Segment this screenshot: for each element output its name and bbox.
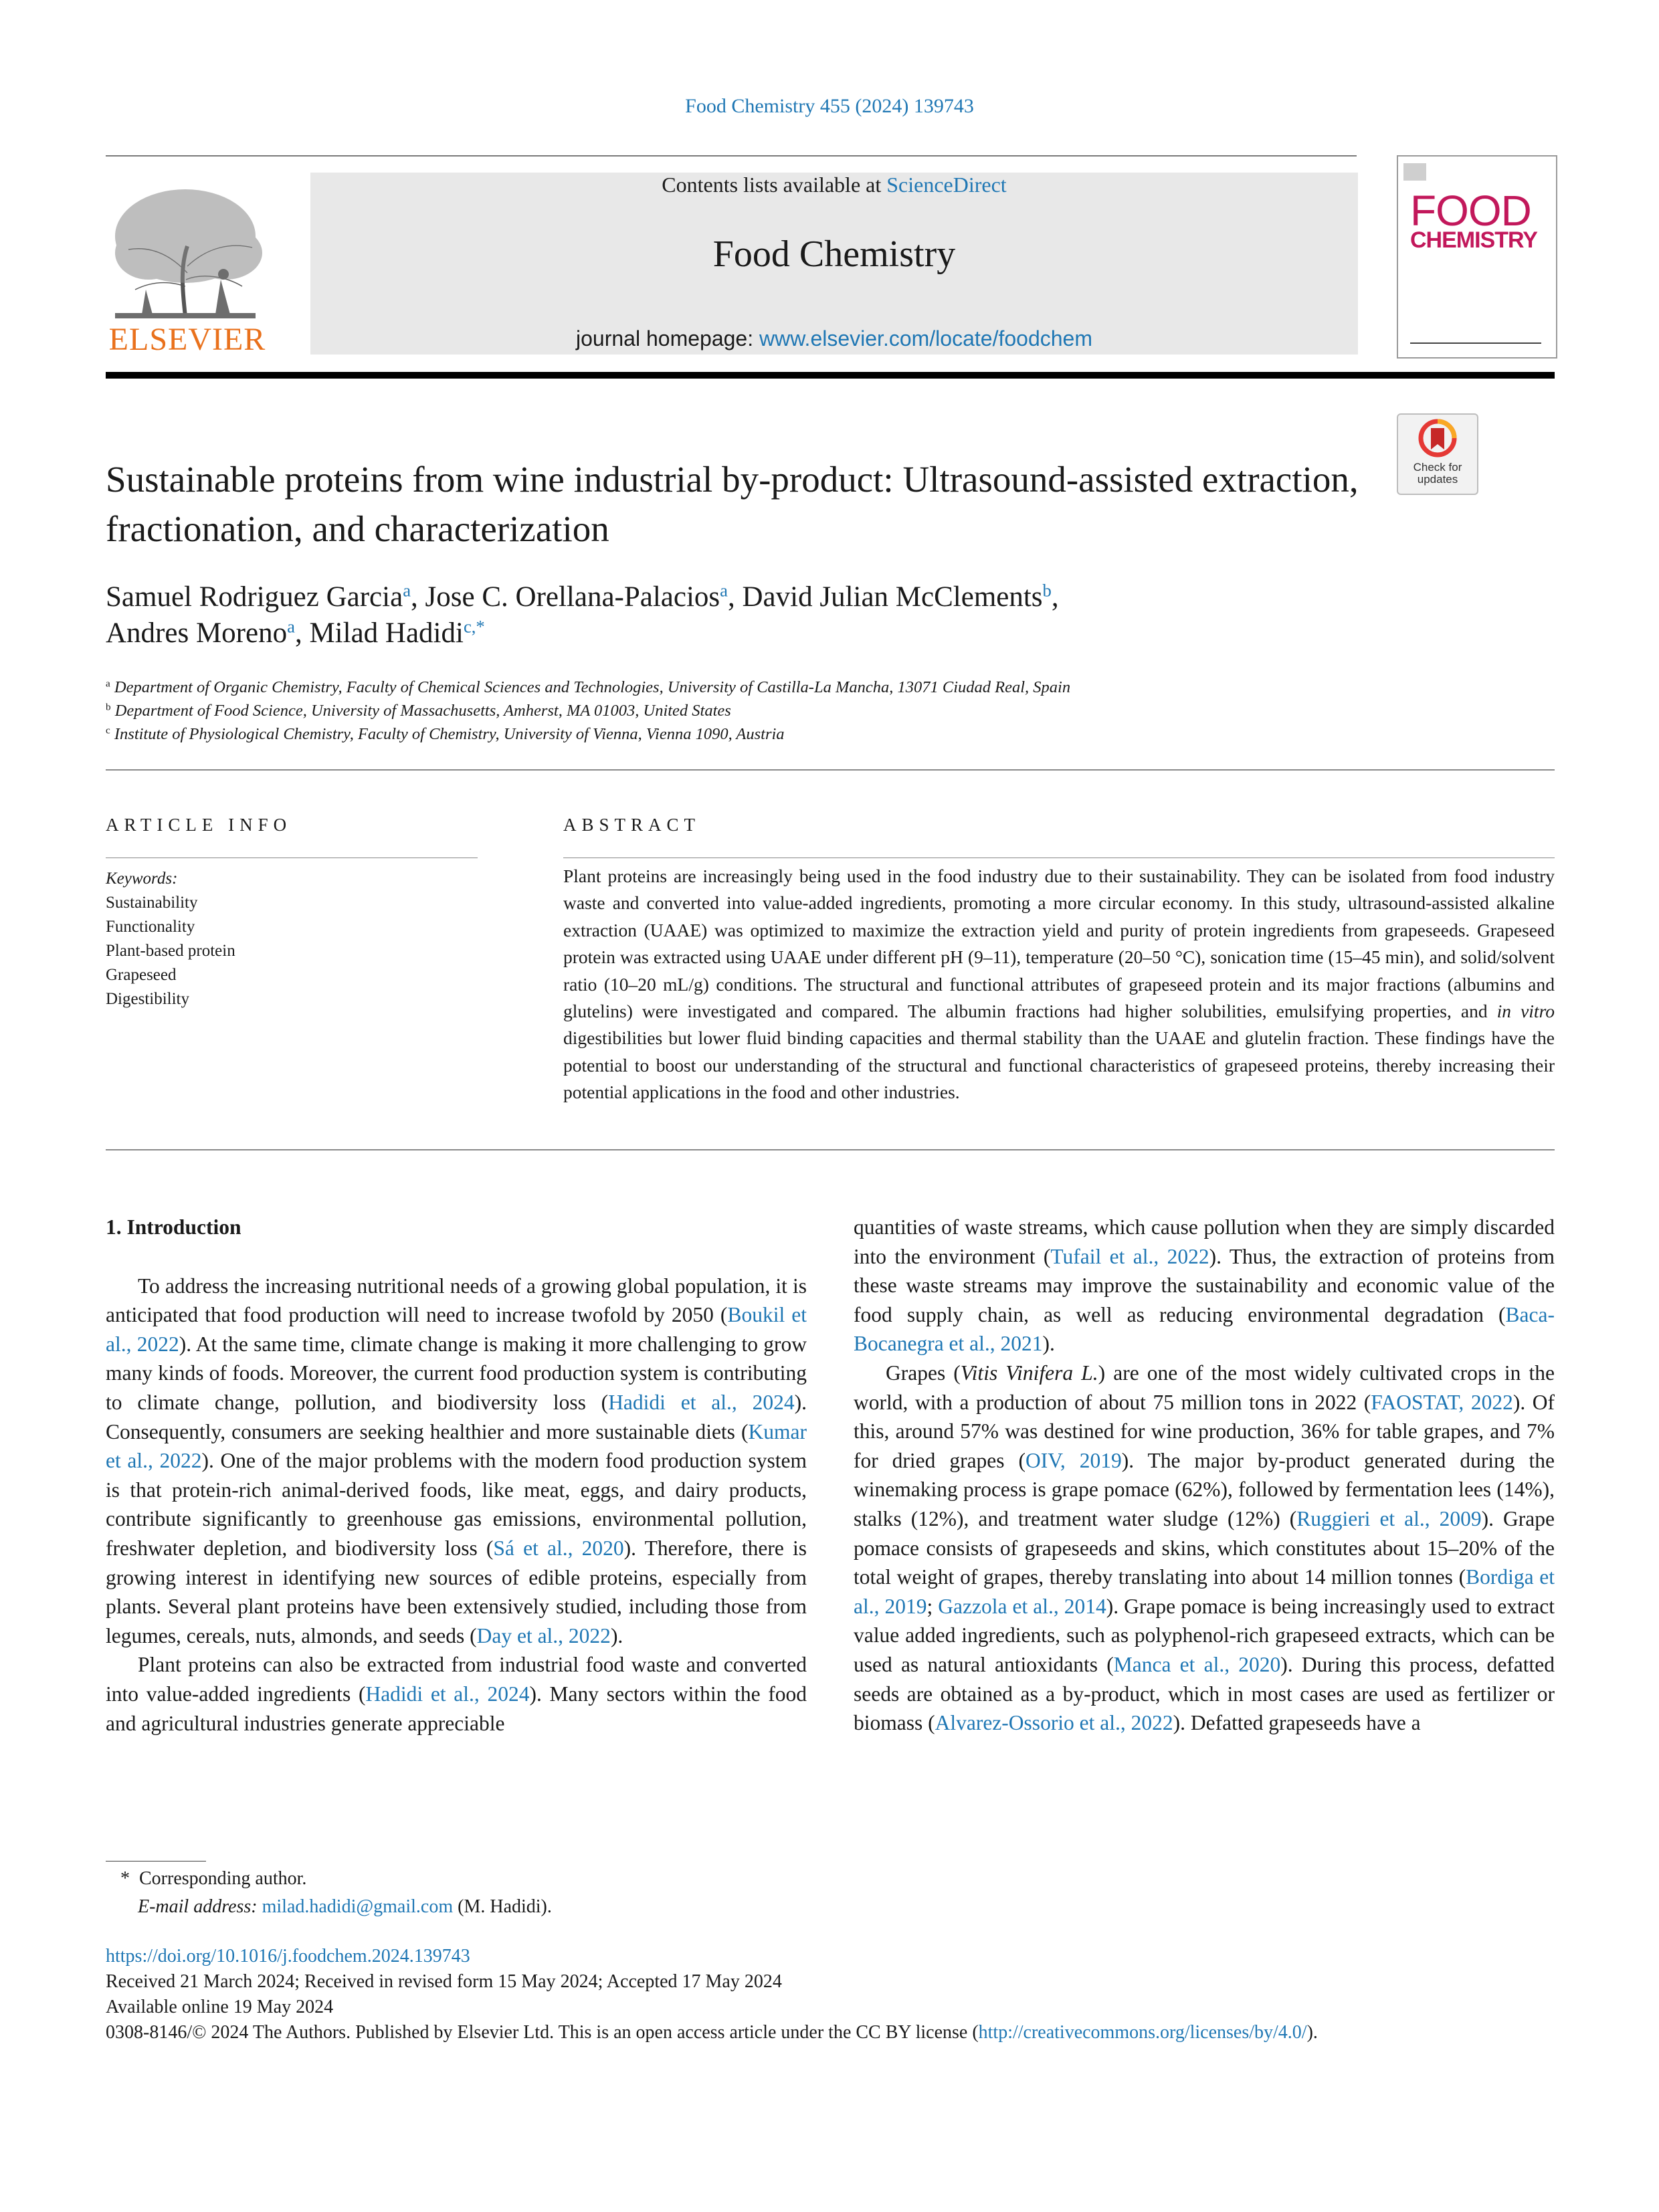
cover-bottom-rule bbox=[1410, 342, 1541, 344]
body-paragraph: quantities of waste streams, which cause pollution when they are simply discarded into the environment (Tufail et al., 2022). Thus, the extraction of proteins from these waste streams may improve the sustainability and economic value of the food supply chain, as well as reducing environmental degradation (Baca-Bocanegra et al., 2021). bbox=[854, 1215, 1555, 1356]
citation-link[interactable]: OIV, 2019 bbox=[1025, 1448, 1122, 1472]
body-paragraph: Plant proteins can also be extracted from industrial food waste and converted into value-added ingredients (Hadidi et al., 2024). Many sectors within the food and agricultural industries generate appreciable bbox=[106, 1653, 807, 1735]
affiliation-item: $^c$ Institute of Physiological Chemistry, Faculty of Chemistry, University of Vienna, Vienna 1090, Austria bbox=[106, 724, 785, 743]
author-affiliation-sup[interactable]: a bbox=[287, 616, 295, 637]
received-dates: Received 21 March 2024; Received in revised form 15 May 2024; Accepted 17 May 2024 bbox=[106, 1971, 782, 1992]
author-affiliation-sup[interactable]: a bbox=[403, 580, 411, 601]
article-title: Sustainable proteins from wine industrial by-product: Ultrasound-assisted extraction, fractionation, and characterization bbox=[106, 459, 1359, 549]
author-name[interactable]: Jose C. Orellana-Palacios bbox=[425, 581, 720, 613]
body-left-column bbox=[106, 1213, 807, 1738]
publication-info bbox=[106, 1944, 1564, 2045]
elsevier-wordmark: ELSEVIER bbox=[108, 322, 266, 357]
corresponding-author-footnote: * Corresponding author. E-mail address: milad.hadidi@gmail.com (M. Hadidi). bbox=[120, 1868, 552, 1917]
sciencedirect-link[interactable]: ScienceDirect bbox=[886, 173, 1007, 197]
author-affiliation-sup[interactable]: a bbox=[720, 580, 728, 601]
article-info-heading: ARTICLE INFO bbox=[106, 815, 292, 835]
abstract-bottom-divider bbox=[106, 1149, 1555, 1150]
homepage-link[interactable]: www.elsevier.com/locate/foodchem bbox=[759, 326, 1092, 350]
affiliation-item: $^b$ Department of Food Science, University of Massachusetts, Amherst, MA 01003, United States bbox=[106, 701, 731, 720]
keyword-item: Grapeseed bbox=[106, 966, 177, 984]
cover-title-food: FOOD bbox=[1410, 187, 1531, 235]
author-affiliation-sup[interactable]: c,* bbox=[463, 616, 485, 637]
body-right-column bbox=[854, 1213, 1555, 1738]
citation-link[interactable]: FAOSTAT, 2022 bbox=[1371, 1390, 1513, 1414]
citation-link[interactable]: Kumar et al., 2022 bbox=[106, 1419, 807, 1473]
citation-link[interactable]: Hadidi et al., 2024 bbox=[608, 1390, 795, 1414]
section-heading-introduction: 1. Introduction bbox=[106, 1215, 241, 1239]
citation-link[interactable]: Ruggieri et al., 2009 bbox=[1296, 1506, 1482, 1530]
citation-link[interactable]: Bordiga et al., 2019 bbox=[854, 1565, 1555, 1618]
keyword-item: Plant-based protein bbox=[106, 942, 235, 960]
affiliation-list bbox=[106, 676, 1510, 746]
keywords-block bbox=[106, 867, 480, 1011]
top-divider bbox=[106, 155, 1357, 157]
citation-link[interactable]: Hadidi et al., 2024 bbox=[365, 1682, 530, 1706]
check-updates-label: Check for updates bbox=[1413, 461, 1462, 486]
citation-link[interactable]: Gazzola et al., 2014 bbox=[938, 1594, 1106, 1618]
check-updates-icon bbox=[1418, 419, 1457, 460]
cover-elsevier-mark bbox=[1403, 163, 1426, 181]
journal-homepage-line: journal homepage: www.elsevier.com/locate/foodchem bbox=[576, 326, 1092, 350]
footnote-divider bbox=[106, 1861, 206, 1862]
body-paragraph: Grapes (Vitis Vinifera L.) are one of the most widely cultivated crops in the world, with a production of about 75 million tons in 2022 (FAOSTAT, 2022). Of this, around 57% was destined for wine production, 36% for table grapes, and 7% for dried grapes (OIV, 2019). The major by-product generated during the winemaking process is grape pomace (62%), followed by fermentation lees (14%), stalks (12%), and treatment water sludge (12%) (Ruggieri et al., 2009). Grape pomace consists of grapeseeds and skins, which constitutes about 15–20% of the total weight of grapes, thereby translating into about 14 million tonnes (Bordiga et al., 2019; Gazzola et al., 2014). Grape pomace is being increasingly used to extract value added ingredients, such as polyphenol-rich grapeseed extracts, which can be used as natural antioxidants (Manca et al., 2020). During this process, defatted seeds are obtained as a by-product, which in most cases are used as fertilizer or biomass (Alvarez-Ossorio et al., 2022). Defatted grapeseeds have a bbox=[854, 1361, 1555, 1735]
author-name[interactable]: Samuel Rodriguez Garcia bbox=[106, 581, 403, 613]
keywords-label: Keywords: bbox=[106, 870, 178, 888]
abstract-heading: ABSTRACT bbox=[563, 815, 701, 835]
journal-title: Food Chemistry bbox=[712, 233, 956, 275]
journal-reference-link[interactable]: Food Chemistry 455 (2024) 139743 bbox=[685, 95, 974, 117]
abstract-text: Plant proteins are increasingly being used in the food industry due to their sustainability. They can be isolated from food industry waste and converted into value-added ingredients, promoting a more circular economy. In this study, ultrasound-assisted alkaline extraction (UAAE) was optimized to maximize the extraction yield and purity of protein ingredients from grapeseeds. Grapeseed protein was extracted using UAAE under different pH (9–11), temperature (20–50 °C), sonication time (15–45 min), and solid/solvent ratio (10–20 mL/g) conditions. The structural and functional attributes of grapeseed protein and its major fractions (albumins and glutelins) were investigated and compared. The albumin fractions had higher solubilities, emulsifying properties, and in vitro digestibilities but lower fluid binding capacities and thermal stability than the UAAE and glutelin fraction. These findings have the potential to boost our understanding of the structural and functional characteristics of grapeseed proteins, thereby increasing their potential applications in the food and other industries. bbox=[563, 866, 1555, 1103]
contents-available-line: Contents lists available at ScienceDirect bbox=[662, 173, 1007, 197]
available-online-date: Available online 19 May 2024 bbox=[106, 1997, 334, 2017]
citation-link[interactable]: Boukil et al., 2022 bbox=[106, 1303, 807, 1356]
citation-link[interactable]: Baca-Bocanegra et al., 2021 bbox=[854, 1302, 1555, 1356]
author-name[interactable]: Andres Moreno bbox=[106, 617, 288, 649]
citation-link[interactable]: Manca et al., 2020 bbox=[1113, 1652, 1281, 1676]
author-affiliation-sup[interactable]: b bbox=[1042, 580, 1052, 601]
keyword-item: Functionality bbox=[106, 918, 195, 936]
citation-link[interactable]: Day et al., 2022 bbox=[476, 1623, 611, 1647]
keyword-item: Digestibility bbox=[106, 990, 189, 1008]
citation-link[interactable]: Sá et al., 2020 bbox=[493, 1536, 624, 1560]
cover-title-chemistry: CHEMISTRY bbox=[1410, 227, 1537, 253]
body-paragraph: To address the increasing nutritional needs of a growing global population, it is anticipated that food production will need to increase twofold by 2050 (Boukil et al., 2022). At the same time, climate change is making it more challenging to grow many kinds of foods. Moreover, the current food production system is contributing to climate change, pollution, and biodiversity loss (Hadidi et al., 2024). Consequently, consumers are seeking healthier and more sustainable diets (Kumar et al., 2022). One of the major problems with the modern food production system is that protein-rich animal-derived foods, like meat, eggs, and dairy products, contribute significantly to greenhouse gas emissions, environmental pollution, freshwater depletion, and biodiversity loss (Sá et al., 2020). Therefore, there is growing interest in identifying new sources of edible proteins, especially from plants. Several plant proteins have been extensively studied, including those from legumes, cereals, nuts, almonds, and seeds (Day et al., 2022). bbox=[106, 1274, 807, 1647]
license-link[interactable]: http://creativecommons.org/licenses/by/4.0/ bbox=[978, 2022, 1307, 2043]
author-email-link[interactable]: milad.hadidi@gmail.com bbox=[262, 1896, 454, 1917]
affiliation-divider bbox=[106, 769, 1555, 771]
license-line: 0308-8146/© 2024 The Authors. Published by Elsevier Ltd. This is an open access article under the CC BY license (http://creativecommons.org/licenses/by/4.0/). bbox=[106, 2022, 1318, 2043]
affiliation-item: $^a$ Department of Organic Chemistry, Faculty of Chemical Sciences and Technologies, University of Castilla-La Mancha, 13071 Ciudad Real, Spain bbox=[106, 678, 1071, 696]
author-name[interactable]: Milad Hadidi bbox=[309, 617, 464, 649]
author-name[interactable]: David Julian McClements bbox=[742, 581, 1043, 613]
citation-link[interactable]: Tufail et al., 2022 bbox=[1050, 1244, 1209, 1268]
author-list: Samuel Rodriguez Garcia$^a$, Jose C. Orellana-Palacios$^a$, David Julian McClements$^b$, Andres Moreno$^a$, Milad Hadidi$^{c,*}$ bbox=[106, 580, 1059, 649]
header-thick-rule bbox=[106, 372, 1555, 379]
citation-link[interactable]: Alvarez-Ossorio et al., 2022 bbox=[935, 1711, 1173, 1735]
doi-link[interactable]: https://doi.org/10.1016/j.foodchem.2024.139743 bbox=[106, 1946, 470, 1967]
keyword-item: Sustainability bbox=[106, 894, 198, 912]
